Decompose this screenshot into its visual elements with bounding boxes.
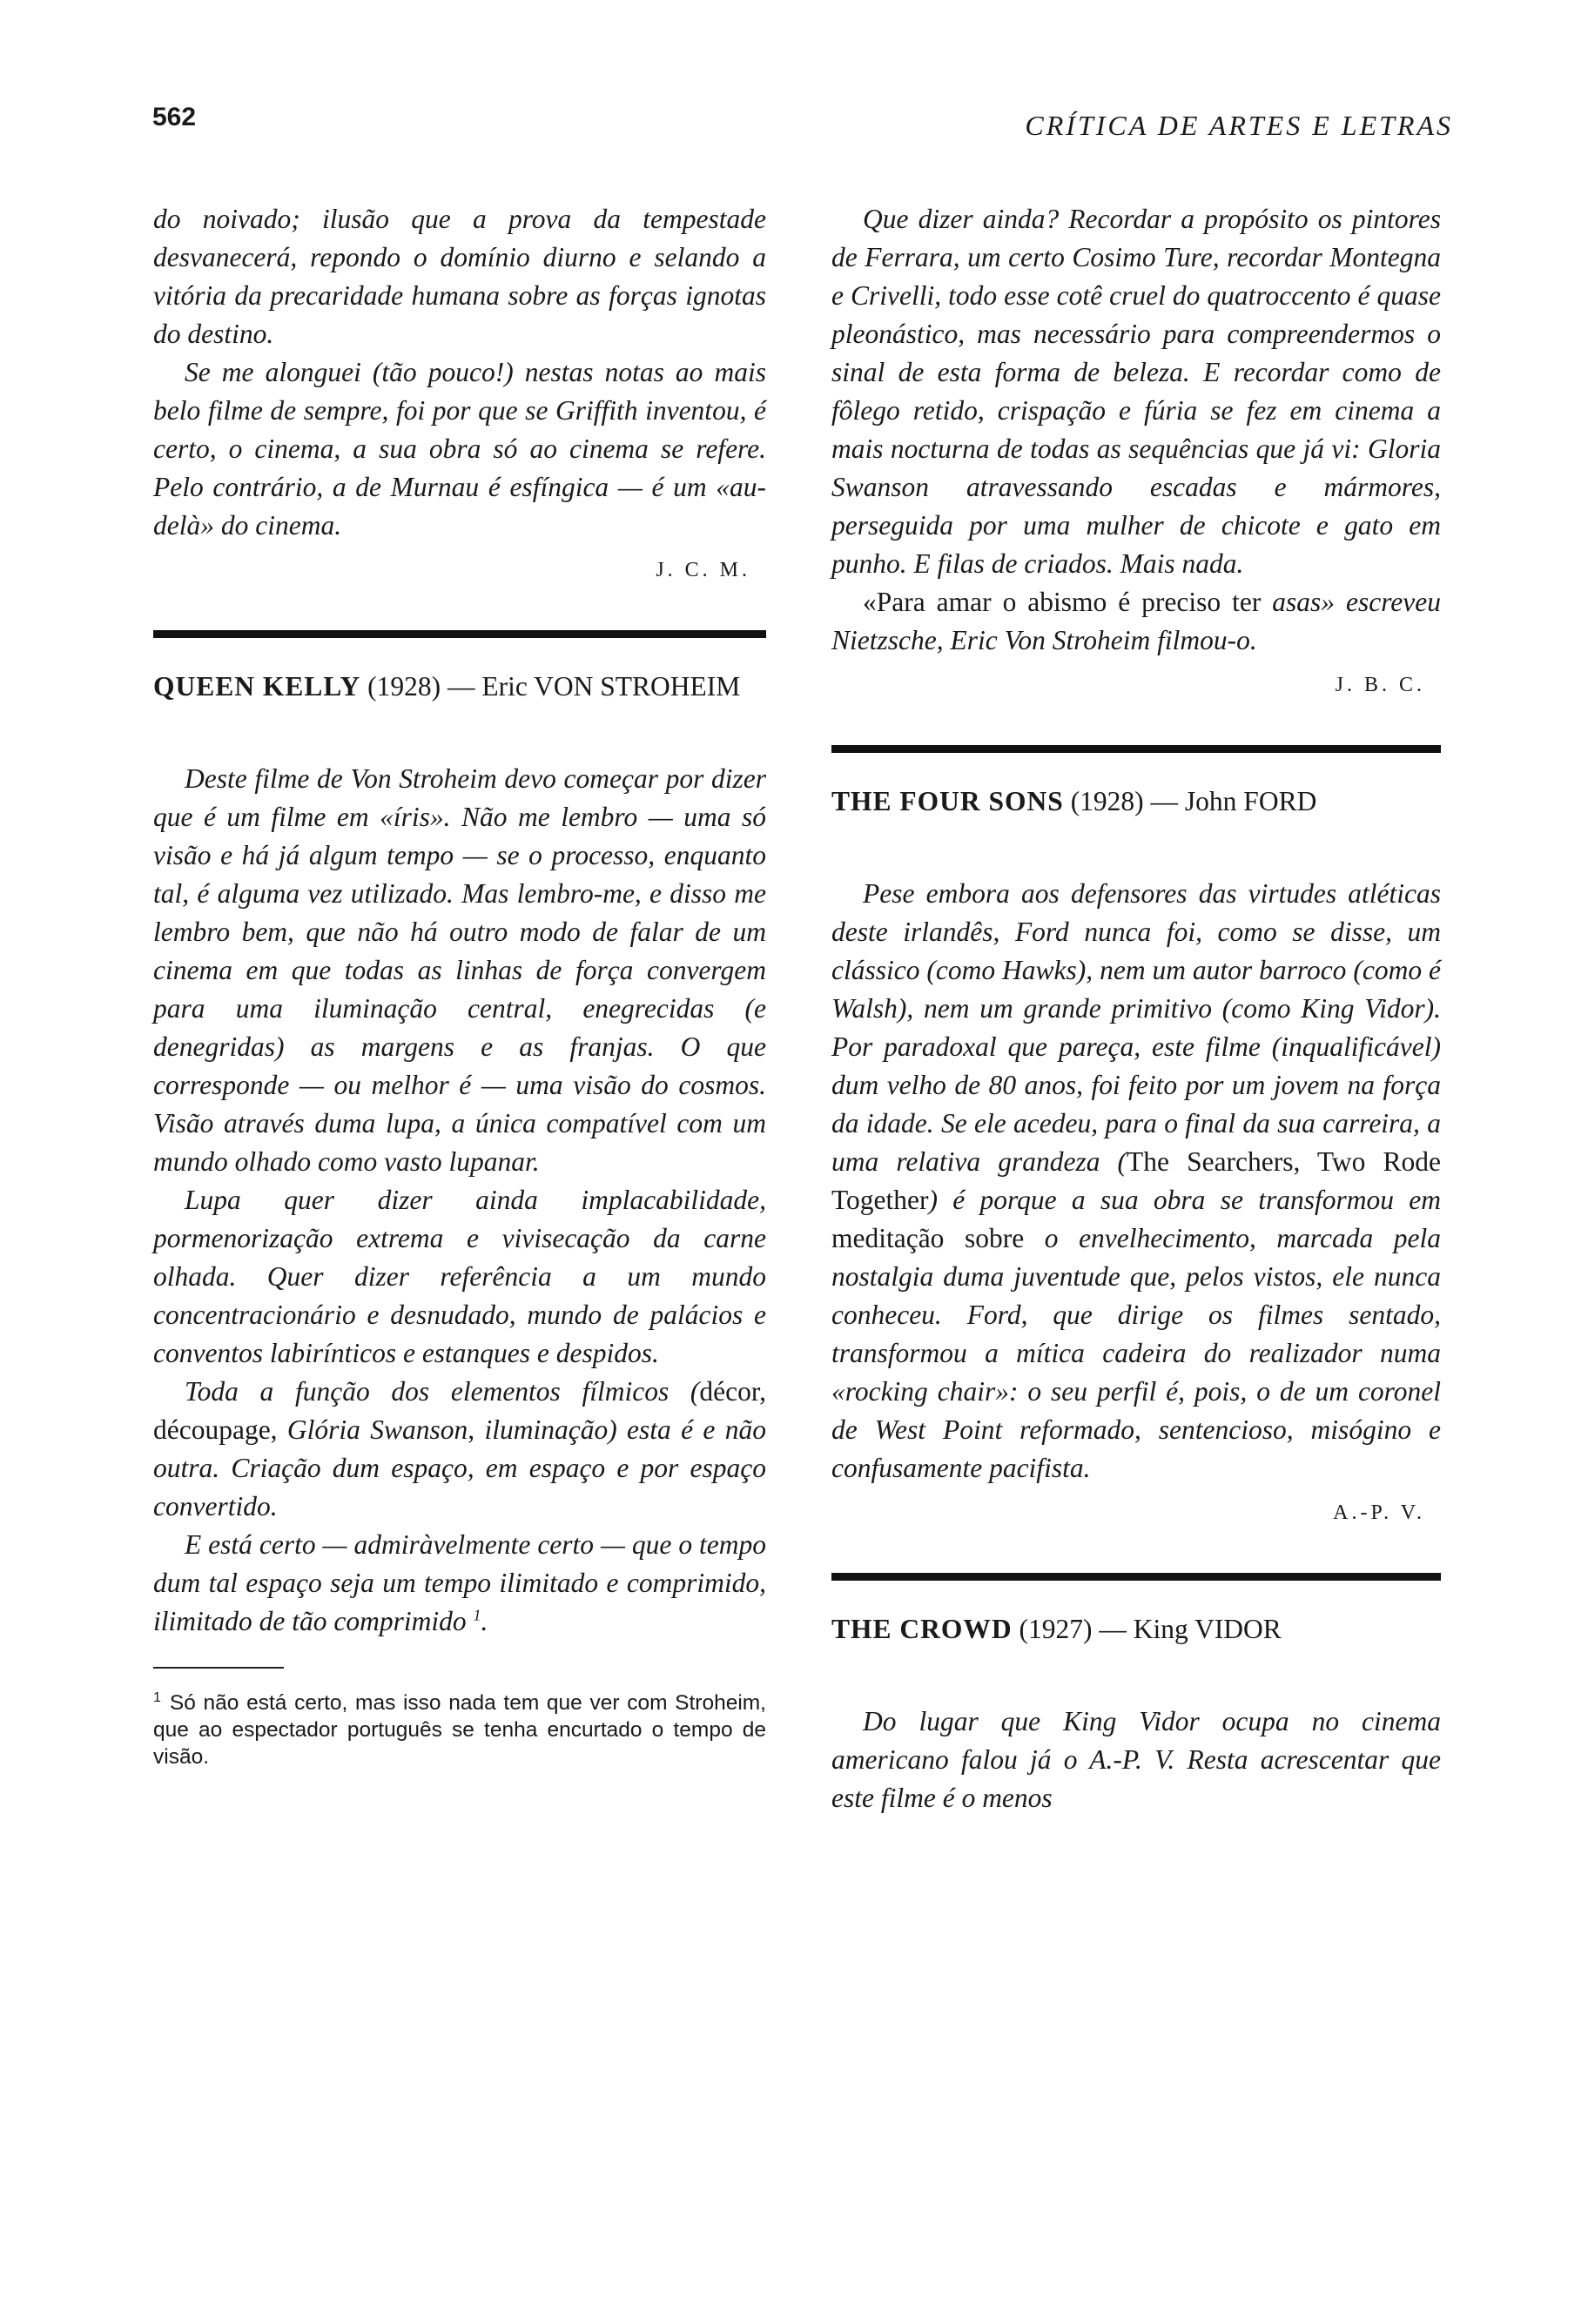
section-divider bbox=[831, 745, 1441, 753]
text-span: Glória Swanson, iluminação) esta é e não outra. Criação dum espaço, em espaço e por espaço convertido. bbox=[153, 1414, 766, 1521]
text-span: asas» escreveu Nietzsche, Eric Von Stroheim filmou-o. bbox=[831, 587, 1441, 655]
text-span: Toda a função dos elementos fílmicos ( bbox=[185, 1376, 700, 1407]
film-meta: (1928) — John FORD bbox=[1070, 786, 1317, 816]
paragraph bbox=[831, 583, 1441, 660]
film-title: THE FOUR SONS bbox=[831, 786, 1064, 816]
film-meta: (1927) — King VIDOR bbox=[1019, 1614, 1282, 1644]
section-heading-queen-kelly bbox=[153, 668, 766, 706]
footnote bbox=[153, 1684, 766, 1770]
paragraph: Deste filme de Von Stroheim devo começar por dizer que é um filme em «íris». Não me lembro — uma só visão e há já algum tempo — se o processo, enquanto tal, é alguma vez utilizado. Mas lembro-me, e disso me lembro bem, que não há outro modo de falar de um cinema em que todas as linhas de força convergem para uma iluminação central, enegrecidas (e denegridas) as margens e as franjas. O que corresponde — ou melhor é — uma visão do cosmos. Visão através duma lupa, a única compatível com um mundo olhado como vasto lupanar. bbox=[153, 763, 766, 1177]
author-initials: J. B. C. bbox=[1335, 674, 1425, 696]
paragraph: Se me alonguei (tão pouco!) nestas notas ao mais belo filme de sempre, foi por que se Griffith inventou, é certo, o cinema, a sua obra só ao cinema se refere. Pelo contrário, a de Murnau é esfíngica — é um «au-delà» do cinema. bbox=[153, 357, 766, 541]
left-column bbox=[153, 200, 766, 1770]
paragraph: Lupa quer dizer ainda implacabilidade, pormenorização extrema e vivisecação da carne olhada. Quer dizer referência a um mundo concentracionário e desnudado, mundo de palácios e conventos labirínticos e estanques e despidos. bbox=[153, 1185, 766, 1368]
author-initials: J. C. M. bbox=[656, 559, 750, 581]
text-span: décor, découpage, bbox=[153, 1376, 766, 1445]
section-divider bbox=[153, 630, 766, 638]
right-column bbox=[831, 200, 1441, 1817]
paragraph: Que dizer ainda? Recordar a propósito os pintores de Ferrara, um certo Cosimo Ture, recordar Montegna e Crivelli, todo esse cotê cruel do quatroccento é quase pleonástico, mas necessário para compreendermos o sinal de esta forma de beleza. E recordar como de fôlego retido, crispação e fúria se fez em cinema a mais nocturna de todas as sequências que já vi: Gloria Swanson atravessando escadas e mármores, perseguida por uma mulher de chicote e gato em punho. E filas de criados. Mais nada. bbox=[831, 204, 1441, 579]
text-span: E está certo — admiràvelmente certo — que o tempo dum tal espaço seja um tempo ilimitado e comprimido, ilimitado de tão comprimido bbox=[153, 1529, 766, 1636]
film-title: QUEEN KELLY bbox=[153, 671, 361, 702]
footnote-reference[interactable]: 1 bbox=[473, 1606, 481, 1624]
text-span: The Searchers, Two Rode Together bbox=[831, 1146, 1441, 1215]
text-span: Pese embora aos defensores das virtudes atléticas deste irlandês, Ford nunca foi, como se disse, um clássico (como Hawks), nem um autor barroco (como é Walsh), nem um grande primitivo (como King Vidor). Por paradoxal que pareça, este filme (inqualificável) dum velho de 80 anos, foi feito por um jovem na força da idade. Se ele acedeu, para o final da sua carreira, a uma relativa grandeza ( bbox=[831, 878, 1441, 1177]
film-meta: (1928) — Eric VON STROHEIM bbox=[367, 671, 741, 702]
footnote-divider bbox=[153, 1667, 284, 1669]
running-title: CRÍTICA DE ARTES E LETRAS bbox=[1025, 110, 1453, 141]
text-span: meditação sobre bbox=[831, 1223, 1025, 1253]
paragraph: do noivado; ilusão que a prova da tempestade desvanecerá, repondo o domínio diurno e selando a vitória da precaridade humana sobre as forças ignotas do destino. bbox=[153, 204, 766, 349]
footnote-mark: 1 bbox=[153, 1690, 161, 1705]
footnote-text: Só não está certo, mas isso nada tem que ver com Stroheim, que ao espectador português se tenha encurtado o tempo de visão. bbox=[153, 1691, 766, 1770]
text-span: o envelhecimento, marcada pela nostalgia duma juventude que, pelos vistos, ele nunca conheceu. Ford, que dirige os filmes sentado, transformou a mítica cadeira do realizador numa «rocking chair»: o seu perfil é, pois, o de um coronel de West Point reformado, sentencioso, misógino e confusamente pacifista. bbox=[831, 1223, 1441, 1483]
paragraph: Do lugar que King Vidor ocupa no cinema americano falou já o A.-P. V. Resta acrescentar que este filme é o menos bbox=[831, 1706, 1441, 1813]
paragraph bbox=[831, 875, 1441, 1488]
paragraph bbox=[153, 1373, 766, 1526]
film-title: THE CROWD bbox=[831, 1614, 1013, 1644]
paragraph: E está certo — admiràvelmente certo — que o tempo dum tal espaço seja um tempo ilimitado e comprimido, ilimitado de tão comprimido $^1$. bbox=[153, 1529, 766, 1636]
text-span: ) é porque a sua obra se transformou em bbox=[928, 1185, 1441, 1215]
author-initials: A.-P. V. bbox=[1333, 1501, 1425, 1524]
page-number: 562 bbox=[152, 103, 197, 131]
text-span: «Para amar o abismo é preciso ter bbox=[863, 587, 1262, 617]
section-divider bbox=[831, 1573, 1441, 1581]
section-heading-the-crowd bbox=[831, 1610, 1441, 1649]
section-heading-four-sons bbox=[831, 783, 1441, 821]
